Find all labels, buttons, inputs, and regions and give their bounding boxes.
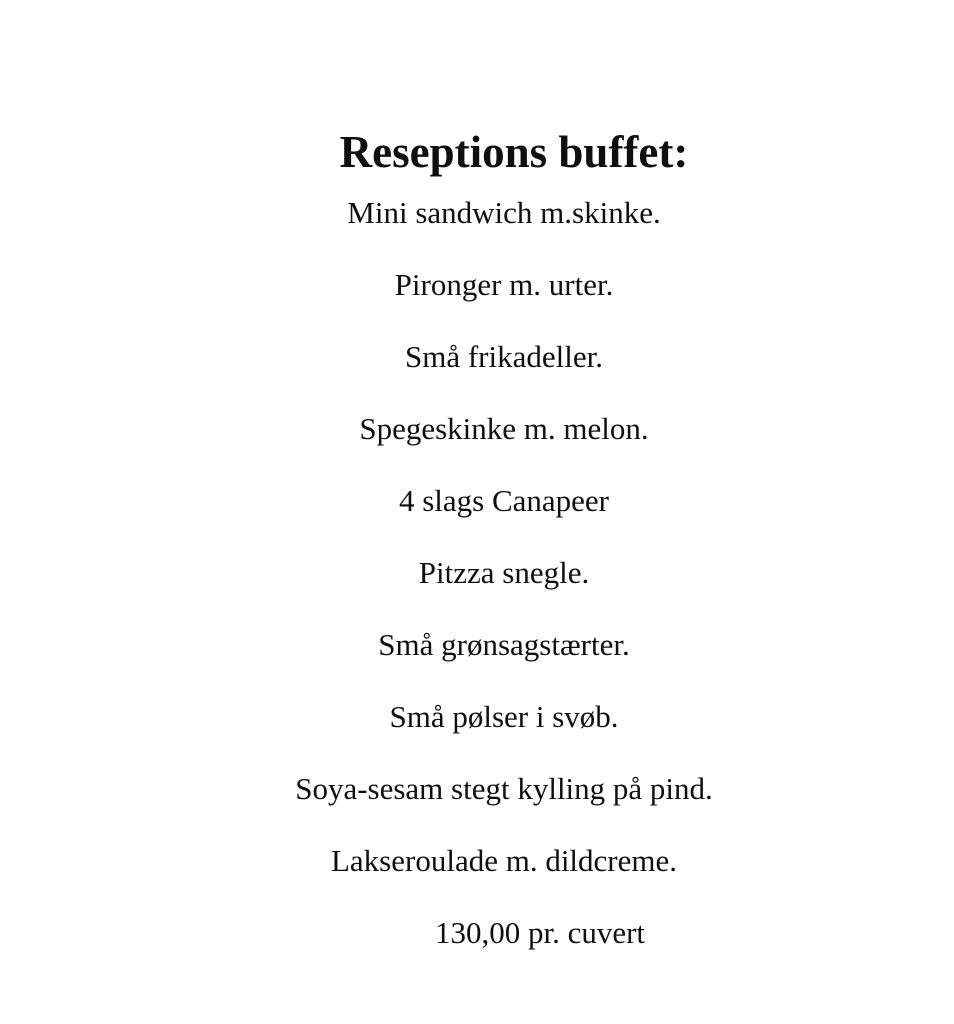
menu-item: Soya-sesam stegt kylling på pind. bbox=[295, 771, 713, 806]
scanned-menu-page bbox=[27, 127, 954, 1024]
menu-item: Pironger m. urter. bbox=[394, 267, 614, 302]
menu-item: Spegeskinke m. melon. bbox=[359, 411, 649, 446]
menu-item-list bbox=[27, 177, 954, 897]
menu-item: Lakseroulade m. dildcreme. bbox=[330, 843, 678, 878]
menu-item: Mini sandwich m.skinke. bbox=[347, 195, 661, 230]
menu-title: Reseptions buffet: bbox=[339, 127, 689, 177]
menu-item: Små frikadeller. bbox=[405, 339, 603, 374]
menu-item: 4 slags Canapeer bbox=[398, 483, 610, 518]
menu-item: Små pølser i svøb. bbox=[389, 699, 619, 734]
menu-item: Små grønsagstærter. bbox=[378, 627, 630, 662]
price-line: 130,00 pr. cuvert bbox=[434, 915, 646, 950]
menu-item: Pitzza snegle. bbox=[418, 555, 590, 590]
